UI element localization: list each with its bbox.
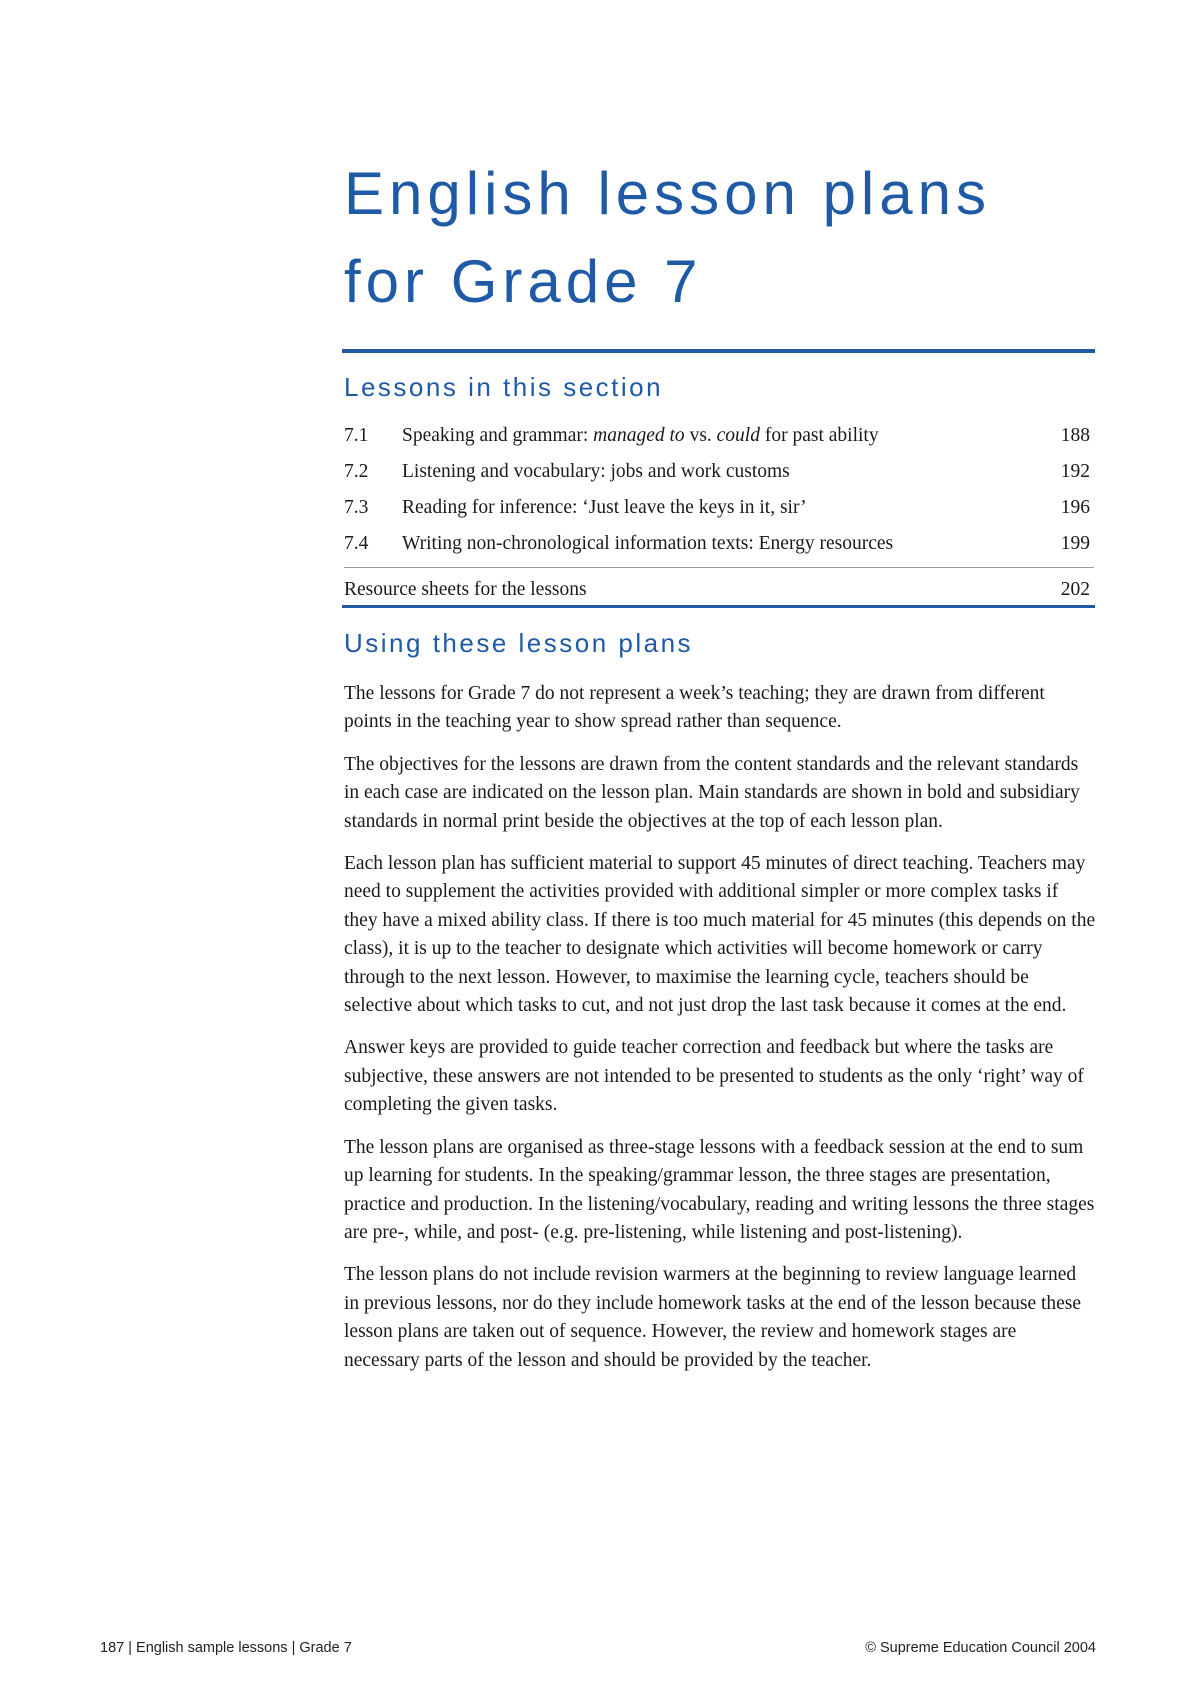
footer-copyright: © Supreme Education Council 2004: [865, 1640, 1096, 1656]
using-section-heading: Using these lesson plans: [344, 628, 694, 658]
toc-title: Reading for inference: ‘Just leave the keys in it, sir’: [402, 497, 807, 518]
page-title-line-1: English lesson plans: [344, 160, 992, 227]
toc-page-number: 202: [1060, 579, 1090, 600]
paragraph: Answer keys are provided to guide teacher correction and feedback but where the tasks are subjective, these answers are not intended to be presented to students as the only ‘right’ way of completing the given tasks.: [344, 1037, 1084, 1116]
toc-title: Listening and vocabulary: jobs and work customs: [402, 461, 790, 482]
toc-number: 7.4: [344, 533, 369, 554]
toc-title: Speaking and grammar: managed to vs. could for past ability: [402, 425, 879, 446]
toc-row[interactable]: [344, 490, 1094, 526]
lessons-table-of-contents: [344, 418, 1094, 610]
paragraph: The lesson plans are organised as three-stage lessons with a feedback session at the end to sum up learning for students. In the speaking/grammar lesson, the three stages are presentation, practice and production. In the listening/vocabulary, reading and writing lessons the three stages are pre-, while, and post- (e.g. pre-listening, while listening and post-listening).: [344, 1136, 1095, 1243]
using-section-body: [344, 680, 1096, 1389]
toc-title: Resource sheets for the lessons: [344, 579, 587, 600]
footer-page-info: 187 | English sample lessons | Grade 7: [100, 1640, 352, 1656]
top-divider: [342, 349, 1095, 353]
toc-number: 7.1: [344, 425, 369, 446]
paragraph: The lesson plans do not include revision warmers at the beginning to review language learned in previous lessons, nor do they include homework tasks at the end of the lesson because these lesson plans are taken out of sequence. However, the review and homework stages are necessary parts of the lesson and should be provided by the teacher.: [344, 1264, 1082, 1371]
toc-row[interactable]: [344, 418, 1094, 454]
toc-number: 7.2: [344, 461, 369, 482]
toc-page-number: 196: [1060, 497, 1090, 518]
toc-row[interactable]: [344, 526, 1094, 562]
toc-page-number: 199: [1060, 533, 1090, 554]
toc-number: 7.3: [344, 497, 369, 518]
toc-page-number: 192: [1060, 461, 1090, 482]
bottom-divider: [342, 605, 1095, 608]
toc-row[interactable]: [344, 454, 1094, 490]
paragraph: Each lesson plan has sufficient material to support 45 minutes of direct teaching. Teachers may need to supplement the activities provided with additional simpler or more complex tasks if they have a mixed ability class. If there is too much material for 45 minutes (this depends on the class), it is up to the teacher to designate which activities will become homework or carry through to the next lesson. However, to maximise the learning cycle, teachers should be selective about which tasks to cut, and not just drop the last task because it comes at the end.: [344, 853, 1096, 1017]
toc-row-resource-sheets[interactable]: [344, 567, 1094, 610]
toc-title: Writing non-chronological information texts: Energy resources: [402, 533, 894, 554]
lessons-section-heading: Lessons in this section: [344, 372, 664, 402]
paragraph: The objectives for the lessons are drawn from the content standards and the relevant standards in each case are indicated on the lesson plan. Main standards are shown in bold and subsidiary standards in normal print beside the objectives at the top of each lesson plan.: [344, 753, 1080, 832]
toc-page-number: 188: [1060, 425, 1090, 446]
page-title-line-2: for Grade 7: [344, 248, 703, 315]
paragraph: The lessons for Grade 7 do not represent a week’s teaching; they are drawn from different points in the teaching year to show spread rather than sequence.: [344, 683, 1045, 733]
page-title: [344, 150, 1144, 326]
